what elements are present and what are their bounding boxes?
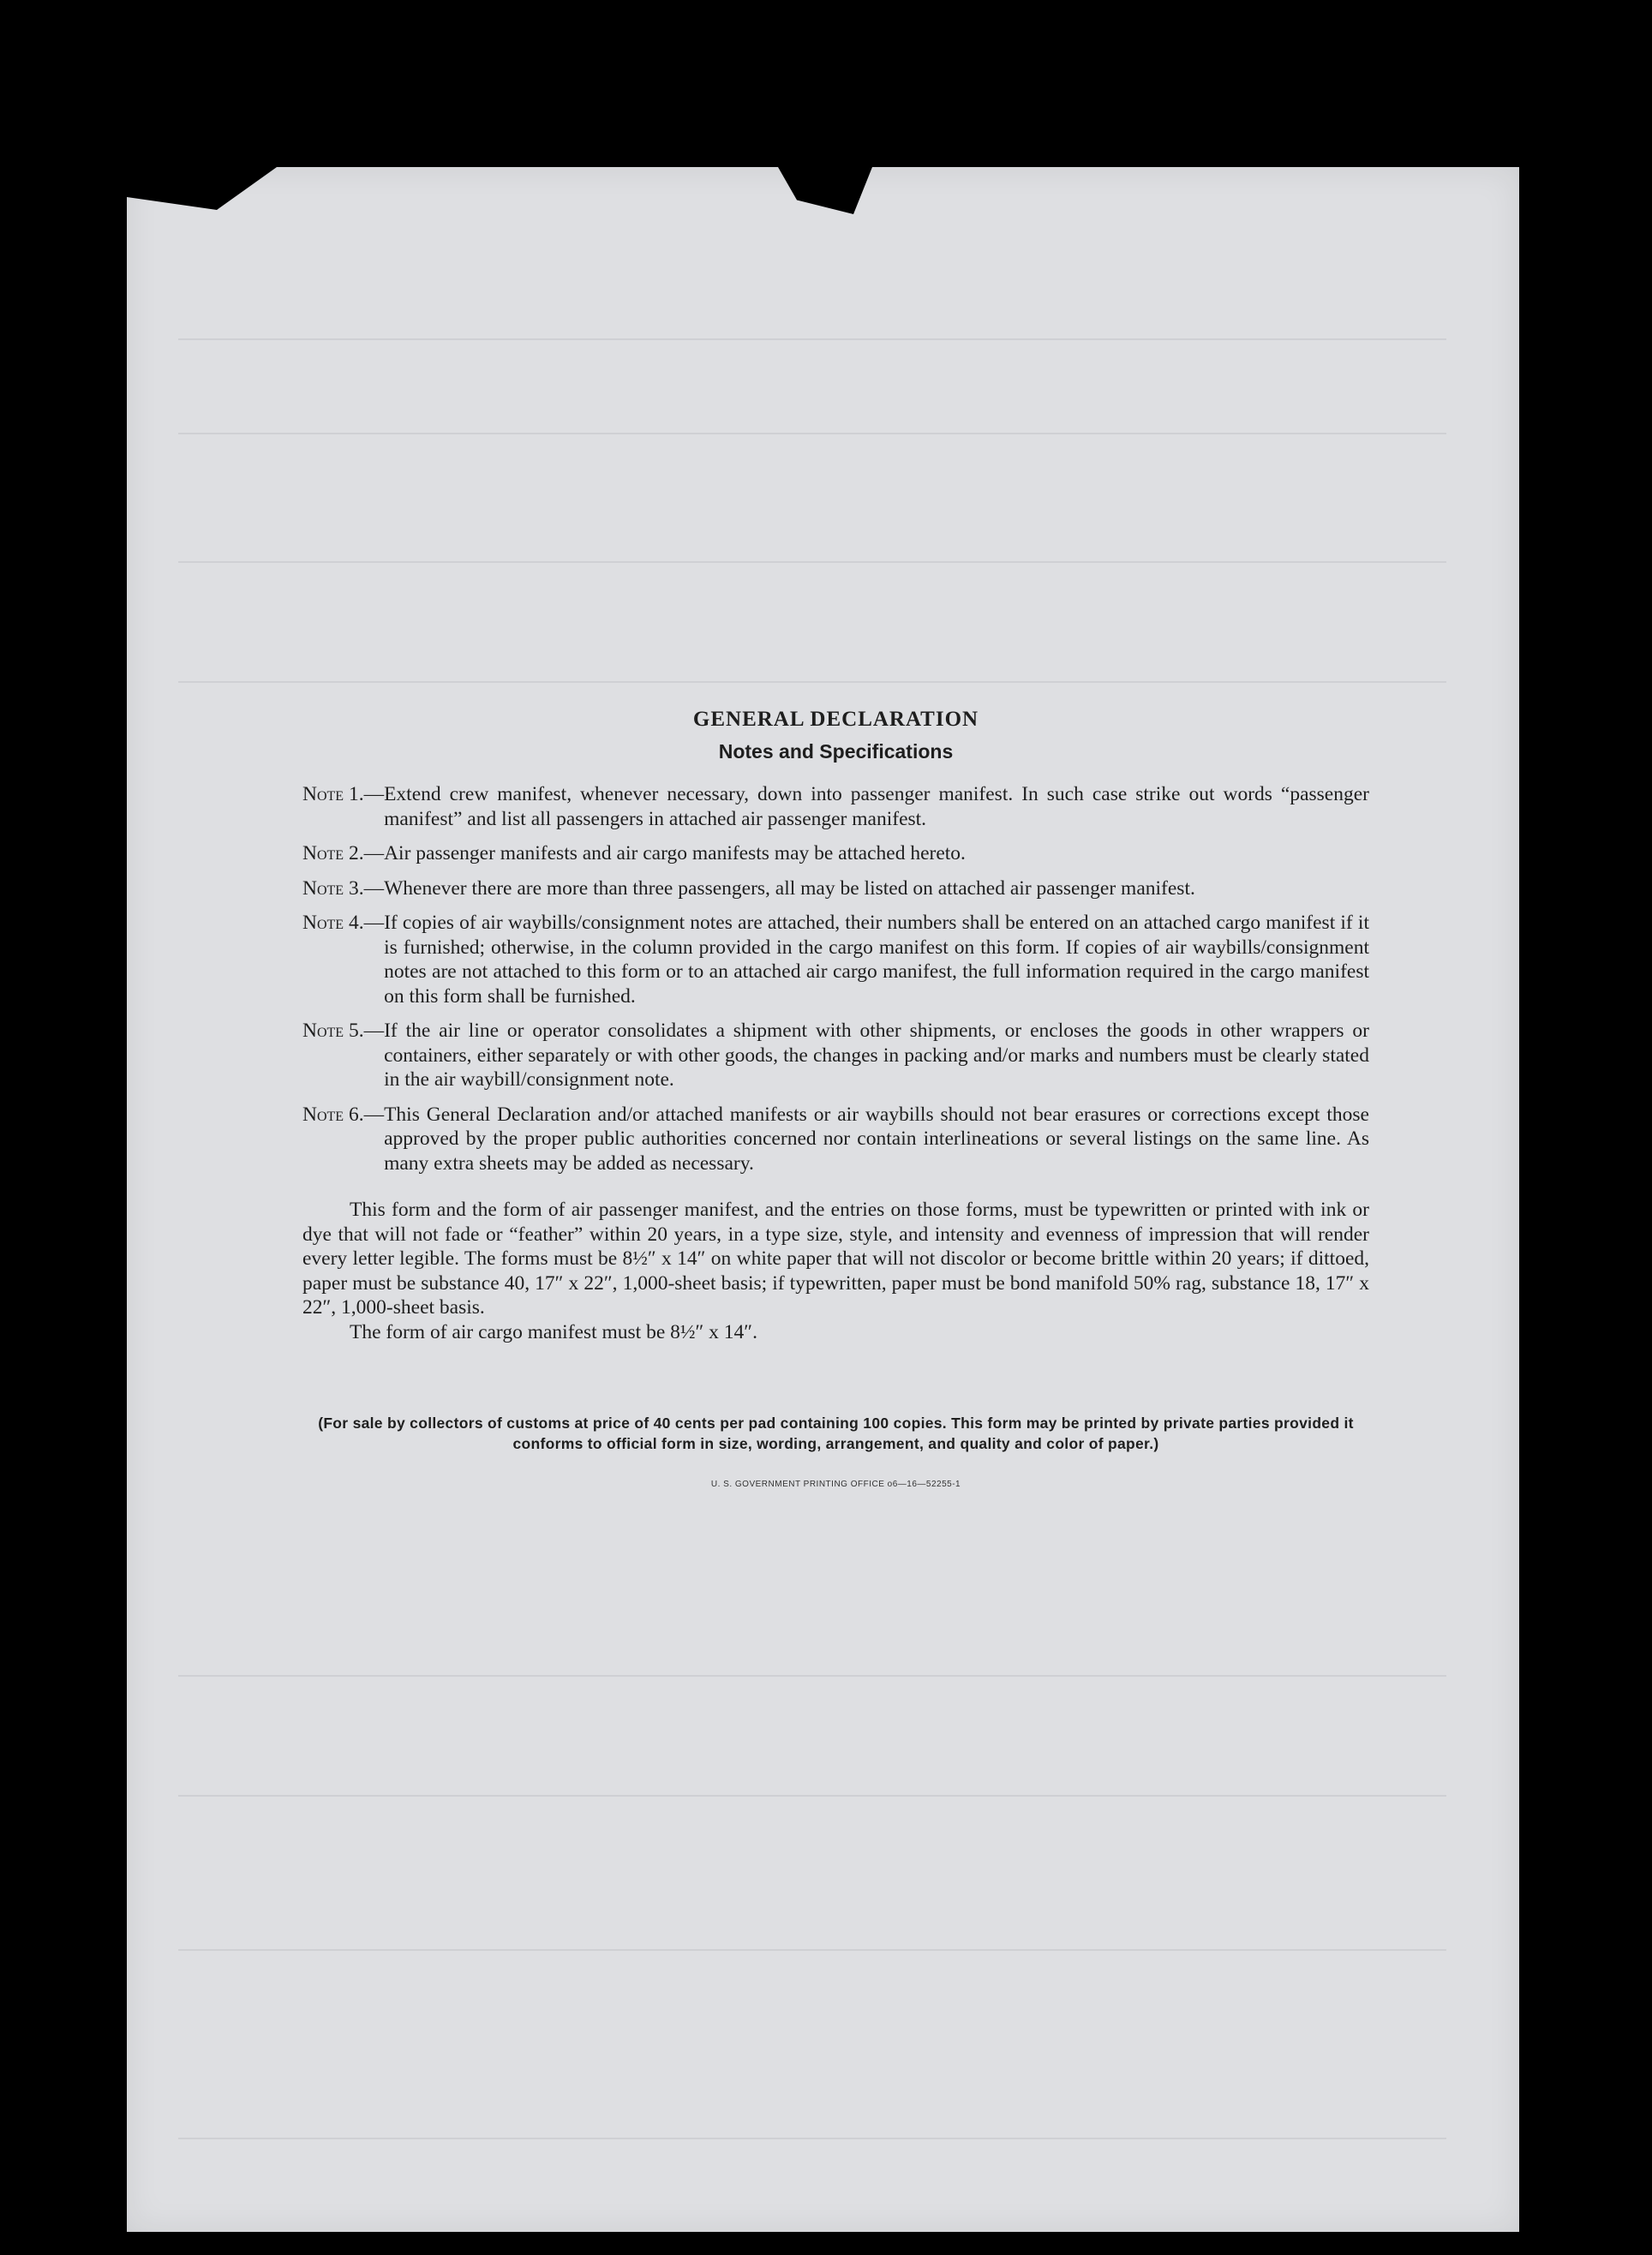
note-1 xyxy=(302,782,1369,831)
note-text: Whenever there are more than three passengers, all may be listed on attached air passenger manifest. xyxy=(384,876,1195,900)
page-edge-tear xyxy=(127,167,277,210)
note-label: Note 2.— xyxy=(302,842,385,864)
note-text: If copies of air waybills/consignment notes are attached, their numbers shall be entered on an attached cargo manifest if it is furnished; otherwise, in the column provided in the cargo manifest on this form. If copies of air waybills/consignment notes are not attached to this form or to an attached air cargo manifest, the full information required in the cargo manifest on this form shall be furnished. xyxy=(384,912,1369,1008)
note-4 xyxy=(302,911,1369,1008)
declaration-notes xyxy=(302,707,1369,1489)
note-6 xyxy=(302,1103,1369,1176)
sale-notice: (For sale by collectors of customs at price of 40 cents per pad containing 100 copies. This form may be printed by private parties provided it conforms to official form in size, wording, arrangement, and quality and color of paper.) xyxy=(318,1415,1354,1452)
document-page xyxy=(127,167,1519,2232)
page-edge-tear xyxy=(778,167,872,214)
cargo-manifest-size-paragraph: The form of air cargo manifest must be 8½″ x 14″. xyxy=(350,1320,757,1343)
note-label: Note 3.— xyxy=(302,876,385,900)
document-title: GENERAL DECLARATION xyxy=(692,708,979,731)
note-text: If the air line or operator consolidates a shipment with other shipments, or encloses the goods in other wrappers or containers, either separately or with other goods, the changes in packing and/or marks and numbers must be clearly stated in the air waybill/consignment note. xyxy=(384,1020,1369,1091)
note-label: Note 5.— xyxy=(302,1020,385,1042)
note-2 xyxy=(302,841,1369,866)
note-label: Note 1.— xyxy=(302,783,385,805)
note-text: Extend crew manifest, whenever necessary, down into passenger manifest. In such case strike out words “passenger manifest” and list all passengers in attached air passenger manifest. xyxy=(384,783,1369,830)
note-label: Note 4.— xyxy=(302,912,385,934)
note-3 xyxy=(302,876,1369,901)
note-label: Note 6.— xyxy=(302,1103,385,1126)
note-text: Air passenger manifests and air cargo manifests may be attached hereto. xyxy=(384,842,966,864)
paper-specification-paragraph: This form and the form of air passenger manifest, and the entries on those forms, must be typewritten or printed with ink or dye that will not fade or “feather” within 20 years, in a type size, style, and intensity and evenness of impression that will render every letter legible. The forms must be 8½″ x 14″ on white paper that will not discolor or become brittle within 20 years; if dittoed, paper must be substance 40, 17″ x 22″, 1,000-sheet basis; if typewritten, paper must be bond manifold 50% rag, substance 18, 17″ x 22″, 1,000-sheet basis. xyxy=(302,1199,1369,1319)
note-text: This General Declaration and/or attached manifests or air waybills should not bear erasures or corrections except those approved by the proper public authorities concerned nor contain interlineations or several listings on the same line. As many extra sheets may be added as necessary. xyxy=(384,1103,1369,1175)
printer-imprint: U. S. GOVERNMENT PRINTING OFFICE o6—16—52255-1 xyxy=(710,1480,961,1489)
note-5 xyxy=(302,1019,1369,1092)
document-subtitle: Notes and Specifications xyxy=(718,740,954,763)
